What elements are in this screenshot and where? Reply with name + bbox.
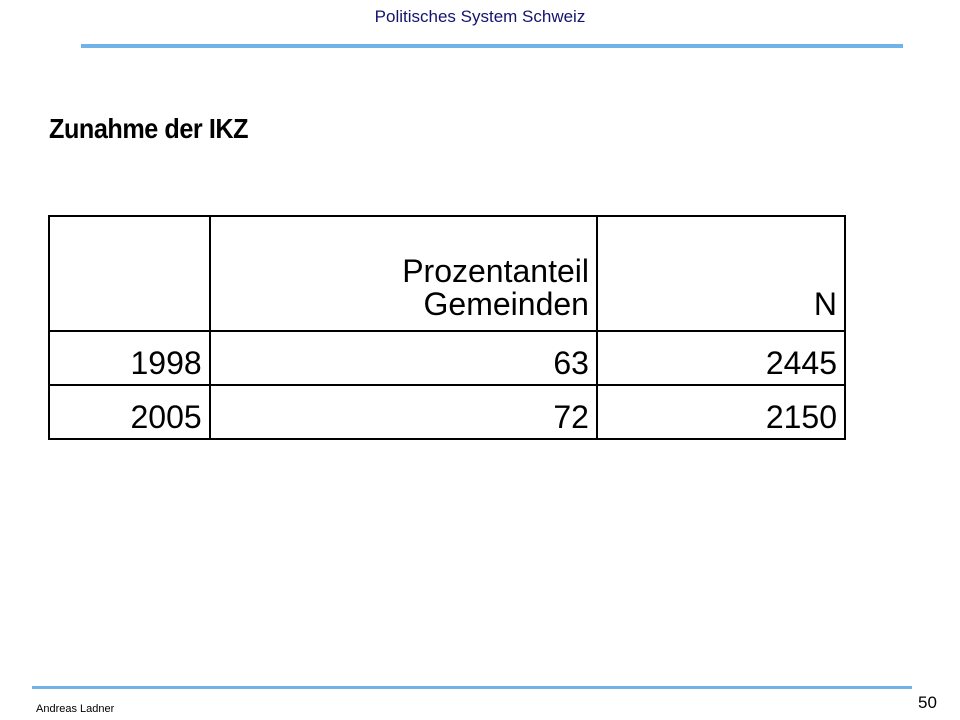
header-cell-year [49, 216, 210, 331]
table-row [49, 331, 845, 385]
table-header-row [49, 216, 845, 331]
page-number: 50 [918, 693, 937, 712]
footer-divider [32, 686, 912, 689]
table-row [49, 385, 845, 439]
slide-heading: Zunahme der IKZ [49, 113, 249, 144]
header-percent-line1: Prozentanteil [402, 252, 589, 289]
header-percent-line2: Gemeinden [423, 286, 589, 323]
cell-n: 2445 [597, 331, 845, 385]
ikz-table [48, 215, 846, 440]
cell-percent: 63 [210, 331, 597, 385]
presentation-title: Politisches System Schweiz [374, 7, 586, 26]
header-cell-percent [210, 216, 597, 331]
header-divider [81, 44, 903, 48]
author-name: Andreas Ladner [36, 703, 115, 715]
cell-year: 1998 [49, 331, 210, 385]
header-cell-n: N [597, 216, 845, 331]
cell-percent: 72 [210, 385, 597, 439]
cell-year: 2005 [49, 385, 210, 439]
cell-n: 2150 [597, 385, 845, 439]
